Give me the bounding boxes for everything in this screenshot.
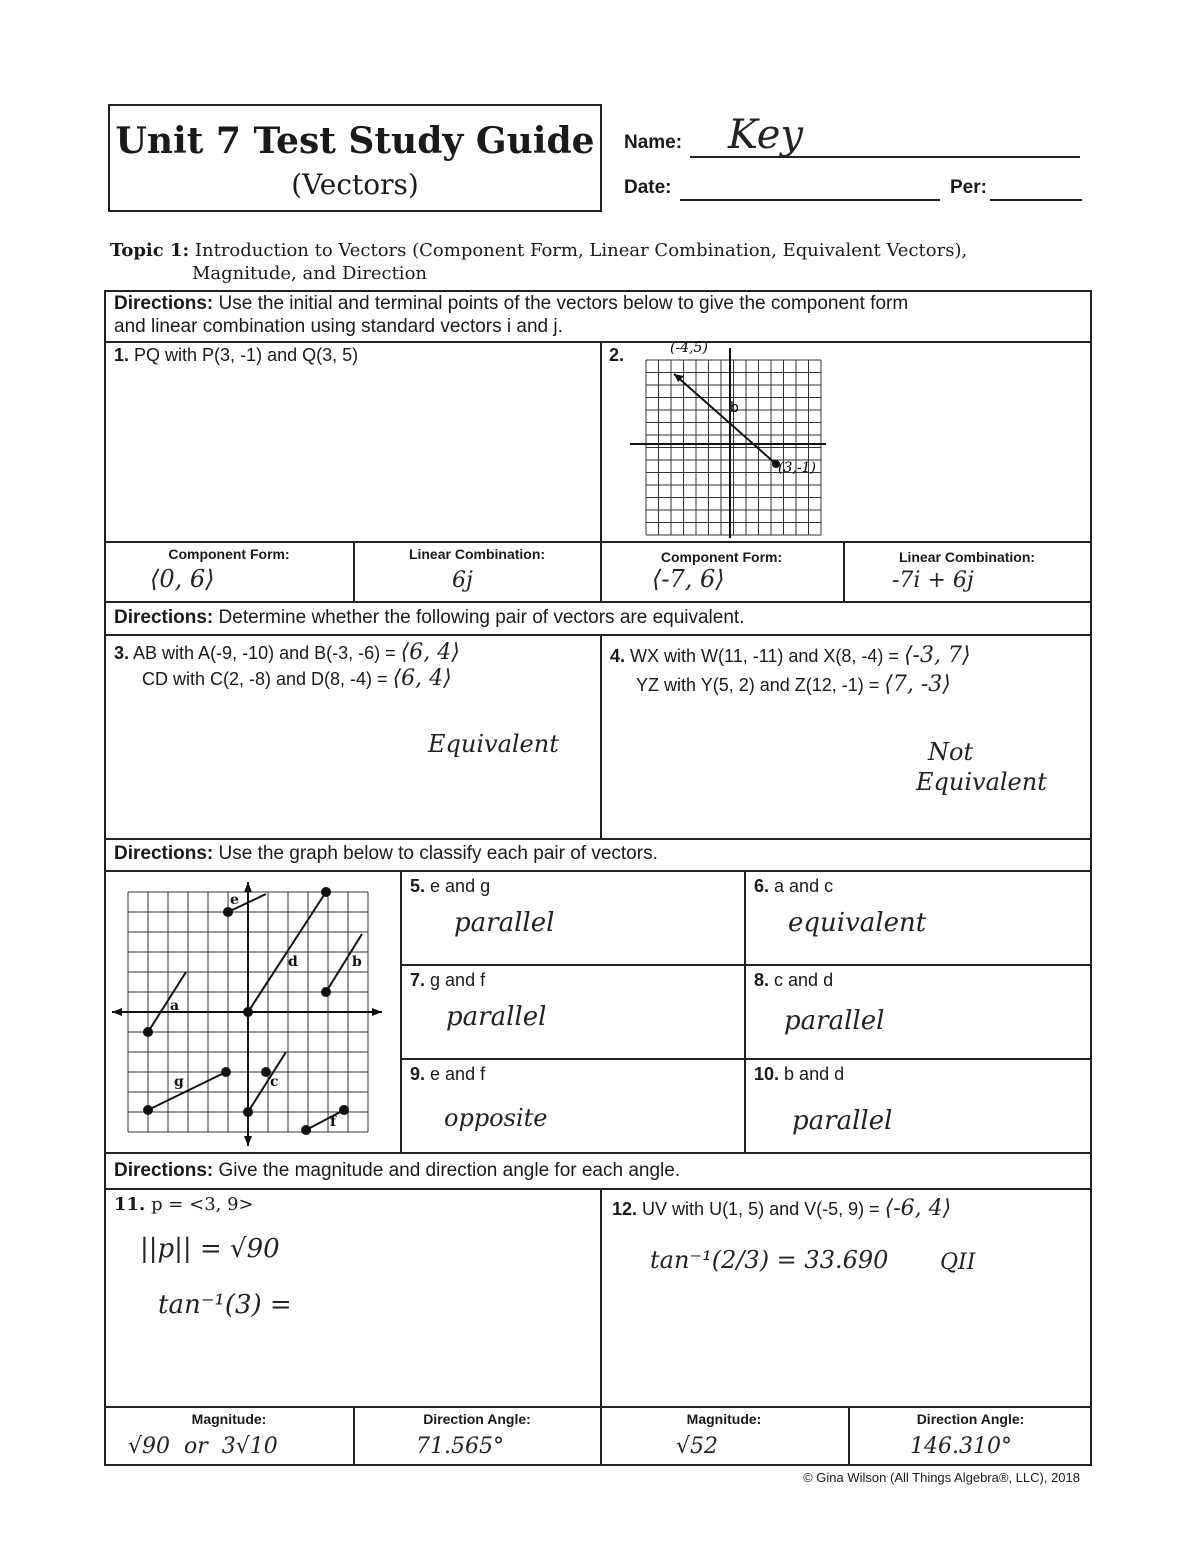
q1-component-answer[interactable]: ⟨0, 6⟩ [150, 565, 215, 593]
q4-answer-line2[interactable]: Equivalent [916, 768, 1047, 796]
q2-vector-label: b [730, 400, 739, 416]
q12-vector-answer[interactable]: ⟨-6, 4⟩ [884, 1196, 952, 1221]
q3-answer[interactable]: Equivalent [428, 730, 559, 758]
q12-direction-header: Direction Angle: [916, 1411, 1025, 1427]
q11-work-magnitude[interactable]: ||p|| = √90 [140, 1234, 280, 1264]
section2-directions [114, 607, 744, 629]
q9-answer[interactable]: opposite [444, 1104, 548, 1132]
name-value[interactable]: Key [728, 112, 804, 158]
q6-question: a and c [774, 876, 834, 896]
topic-prefix: Topic 1: [110, 240, 190, 261]
per-underline [990, 199, 1082, 201]
page-title: Unit 7 Test Study Guide [115, 120, 595, 162]
section3-directions [114, 843, 658, 865]
q11-text: p = <3, 9> [151, 1194, 254, 1215]
copyright-footer: © Gina Wilson (All Things Algebra®, LLC), 2018 [803, 1470, 1080, 1485]
q9-num: 9. [410, 1064, 426, 1084]
q11-label [114, 1194, 254, 1215]
q1-num: 1. [114, 345, 130, 365]
q4-answer-line1[interactable]: Not [928, 738, 974, 766]
q2-linear-answer[interactable]: -7i + 6j [892, 568, 974, 593]
q9-question: e and f [430, 1064, 486, 1084]
q9-label [410, 1064, 485, 1085]
q8-num: 8. [754, 970, 770, 990]
directions-label: Directions: [114, 843, 214, 864]
q5-question: e and g [430, 876, 491, 896]
q12-magnitude-header: Magnitude: [686, 1411, 762, 1427]
q5-num: 5. [410, 876, 426, 896]
page-subtitle: (Vectors) [291, 168, 419, 201]
q10-question: b and d [784, 1064, 845, 1084]
q6-label [754, 876, 833, 897]
q4-line2 [636, 672, 951, 697]
section1-directions [114, 293, 908, 315]
q3-line1 [114, 640, 460, 665]
vector-label-g: g [174, 1074, 184, 1090]
q3-line1-answer[interactable]: ⟨6, 4⟩ [400, 640, 460, 665]
vector-label-a: a [170, 998, 180, 1014]
q7-answer[interactable]: parallel [446, 1002, 547, 1032]
q4-line2-text: YZ with Y(5, 2) and Z(12, -1) = [636, 675, 880, 695]
section4-directions [114, 1160, 680, 1182]
q8-question: c and d [774, 970, 834, 990]
q2-graph [630, 340, 860, 540]
q3-line2 [142, 666, 452, 691]
vectors-graph [110, 878, 390, 1148]
q6-num: 6. [754, 876, 770, 896]
q10-answer[interactable]: parallel [792, 1106, 893, 1136]
vector-label-c: c [270, 1074, 279, 1090]
q2-start-point: (-4,5) [670, 340, 708, 356]
q12-work[interactable]: tan⁻¹(2/3) = 33.690 [650, 1246, 889, 1274]
q1-text [114, 345, 358, 366]
q1-body: PQ with P(3, -1) and Q(3, 5) [134, 345, 359, 365]
q8-answer[interactable]: parallel [784, 1006, 885, 1036]
q2-component-header: Component Form: [660, 549, 783, 565]
topic-line1 [110, 240, 967, 261]
q4-num: 4. [610, 646, 626, 666]
q11-num: 11. [114, 1194, 146, 1215]
q4-line2-answer[interactable]: ⟨7, -3⟩ [884, 672, 951, 697]
name-label: Name: [624, 132, 683, 153]
q3-line2-answer[interactable]: ⟨6, 4⟩ [392, 666, 452, 691]
q10-label [754, 1064, 844, 1085]
q3-line2-text: CD with C(2, -8) and D(8, -4) = [142, 669, 388, 689]
q6-answer[interactable]: equivalent [788, 908, 927, 938]
q8-label [754, 970, 833, 991]
q1-linear-header: Linear Combination: [408, 546, 546, 562]
directions-text: Give the magnitude and direction angle for each angle. [218, 1160, 681, 1181]
per-label: Per: [950, 177, 987, 198]
directions-text: Use the initial and terminal points of the vectors below to give the component form [218, 293, 909, 314]
q4-line1 [610, 643, 971, 668]
directions-text: Determine whether the following pair of vectors are equivalent. [218, 607, 745, 628]
vector-label-f: f [330, 1114, 337, 1130]
q7-label [410, 970, 485, 991]
q11-direction-answer[interactable]: 71.565° [416, 1434, 504, 1459]
section1-directions-line2: and linear combination using standard vectors i and j. [114, 316, 563, 337]
q2-component-answer[interactable]: ⟨-7, 6⟩ [652, 565, 725, 593]
q12-num: 12. [612, 1199, 638, 1219]
q1-linear-answer[interactable]: 6j [452, 568, 473, 593]
q4-line1-answer[interactable]: ⟨-3, 7⟩ [903, 643, 971, 668]
vector-label-e: e [230, 892, 239, 908]
q12-label [612, 1196, 951, 1221]
q11-direction-header: Direction Angle: [423, 1411, 531, 1427]
vector-label-d: d [288, 954, 298, 970]
q11-work-angle[interactable]: tan⁻¹(3) = [158, 1290, 292, 1320]
directions-text: Use the graph below to classify each pair of vectors. [218, 843, 658, 864]
q10-num: 10. [754, 1064, 780, 1084]
vector-label-b: b [352, 954, 362, 970]
topic-text: Introduction to Vectors (Component Form, Linear Combination, Equivalent Vectors), [194, 240, 968, 261]
q3-num: 3. [114, 643, 130, 663]
date-underline [680, 199, 940, 201]
topic-line2: Magnitude, and Direction [192, 263, 427, 284]
q12-magnitude-answer[interactable]: √52 [676, 1434, 719, 1459]
q12-quadrant[interactable]: QII [940, 1250, 976, 1275]
q7-num: 7. [410, 970, 426, 990]
q2-num: 2. [609, 345, 625, 365]
q11-magnitude-header: Magnitude: [191, 1411, 267, 1427]
q3-line1-text: AB with A(-9, -10) and B(-3, -6) = [133, 643, 396, 663]
date-label: Date: [624, 177, 672, 198]
directions-label: Directions: [114, 293, 214, 314]
q11-magnitude-answer[interactable]: √90 or 3√10 [128, 1434, 278, 1459]
q5-answer[interactable]: parallel [454, 908, 555, 938]
q12-direction-answer[interactable]: 146.310° [910, 1434, 1012, 1459]
q2-end-point: (3,-1) [778, 460, 816, 476]
q12-text: UV with U(1, 5) and V(-5, 9) = [642, 1199, 880, 1219]
q4-line1-text: WX with W(11, -11) and X(8, -4) = [630, 646, 899, 666]
directions-label: Directions: [114, 607, 214, 628]
q5-label [410, 876, 490, 897]
q2-linear-header: Linear Combination: [898, 549, 1036, 565]
q1-component-header: Component Form: [168, 546, 290, 562]
directions-label: Directions: [114, 1160, 214, 1181]
q7-question: g and f [430, 970, 486, 990]
